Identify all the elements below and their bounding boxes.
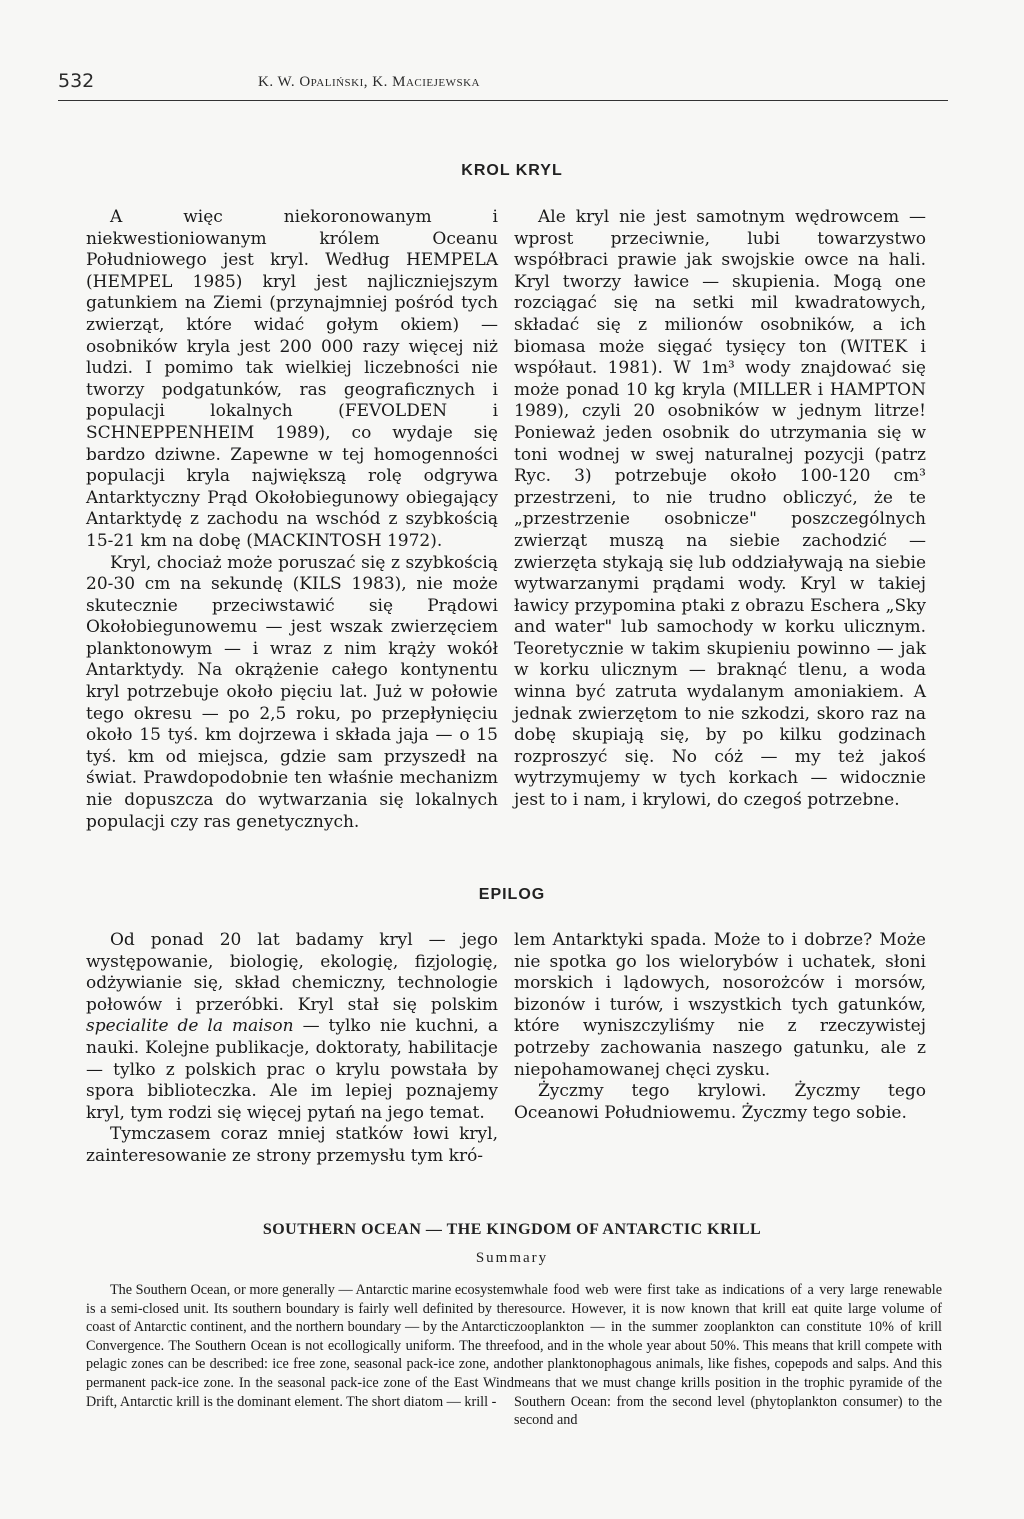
paragraph: Ale kryl nie jest samotnym wędrowcem — wprost przeciwnie, lubi towarzystwo współbraci prawie jak swojskie owce na hali. Kryl tworzy ławice — skupienia. Mogą one rozciągać się na setki mil kwadratowych, składać się z milionów osobników, a ich biomasa może sięgać tysięcy ton (WITEK i współaut. 1981). W 1m³ wody znajdować się może ponad 10 kg kryla (MILLER i HAMPTON 1989), czyli 20 osobników w jednym litrze! Ponieważ jeden osobnik do utrzymania się w toni wodnej w swej naturalnej pozycji (patrz Ryc. 3) potrzebuje około 100-120 cm³ przestrzeni, to nie trudno obliczyć, że te „przestrzenie osobnicze" poszczególnych zwierząt muszą na siebie zachodzić — zwierzęta stykają się lub oddziaływają na siebie wytwarzanymi prądami wody. Kryl w takiej ławicy przypomina ptaki z obrazu Eschera „Sky and water" lub samochody w korku ulicznym. Teoretycznie w takim skupieniu powinno — jak w korku ulicznym — braknąć tlenu, a woda winna być zatruta wydalanym amoniakiem. A jednak zwierzętom to nie szkodzi, skoro raz na dobę skupiają się, by po kilku godzinach rozproszyć się. No cóż — my też jakoś wytrzymujemy w tych korkach — widocznie jest to i nam, i krylowi, do czegoś potrzebne. <box>514 207 926 811</box>
summary-right-column <box>514 1281 942 1430</box>
paragraph: Tymczasem coraz mniej statków łowi kryl, zainteresowanie ze strony przemysłu tym kró- <box>86 1124 498 1166</box>
header-rule <box>58 100 948 101</box>
section1-right-column <box>514 207 926 812</box>
section-title-krol-kryl: KROL KRYL <box>461 162 563 179</box>
section2-right-column <box>514 930 926 1124</box>
paragraph: Życzmy tego krylowi. Życzmy tego Oceanowi Południowemu. Życzmy tego sobie. <box>514 1081 926 1123</box>
section-title-epilog: EPILOG <box>478 886 546 903</box>
paragraph: A więc niekoronowanym i niekwestioniowanym królem Oceanu Południowego jest kryl. Według HEMPELA (HEMPEL 1985) kryl jest najliczniejszym gatunkiem na Ziemi (przynajmniej pośród tych zwierząt, które widać gołym okiem) — osobników kryla jest 200 000 razy więcej niż ludzi. I pomimo tak wielkiej liczebności nie tworzy podgatunków, ras geograficznych i populacji lokalnych (FEVOLDEN i SCHNEPPENHEIM 1989), co wydaje się bardzo dziwne. Zapewne w tej homogenności populacji kryla największą rolę odgrywa Antarktyczny Prąd Okołobiegunowy obiegający Antarktydę z zachodu na wschód z szybkością 15-21 km na dobę (MACKINTOSH 1972). <box>86 207 498 551</box>
page-number: 532 <box>58 70 95 92</box>
section1-left-column <box>86 207 498 833</box>
summary-label: Summary <box>475 1250 549 1266</box>
section2-left-column <box>86 930 498 1168</box>
paragraph-text: — tylko nie kuchni, a nauki. Kolejne publikacje, doktoraty, habilitacje — tylko z polskich prac o krylu powstała by spora biblioteczka. Ale im lepiej poznajemy kryl, tym rodzi się więcej pytań na jego temat. <box>86 1016 498 1123</box>
italic-phrase: specialite de la maison <box>86 1016 294 1037</box>
paragraph-text: Od ponad 20 lat badamy kryl — jego występowanie, biologię, ekologię, fizjologię, odżywianie się, skład chemiczny, technologie połowów i przeróbki. Kryl stał się polskim <box>86 930 498 1015</box>
paragraph: whale food web were first take as indications of a very large renewable resource. However, it is now known that krill eat quite large volume of zooplankton — in the summer zooplankton can constitute 10% of krill food, and in the whole year about 50%. This means that krill compete with other planktonophagous animals, like fishes, copepods and salps. And this means that we must change krills position in the trophic pyramide of the Southern Ocean: from the second level (phytoplankton consumer) to the second and <box>514 1282 942 1429</box>
summary-title: SOUTHERN OCEAN — THE KINGDOM OF ANTARCTIC KRILL <box>262 1221 762 1238</box>
paragraph <box>86 930 498 1124</box>
paragraph: lem Antarktyki spada. Może to i dobrze? Może nie spotka go los wielorybów i uchatek, słoni morskich i lądowych, nosorożców i morsów, bizonów i turów, i wszystkich tych gatunków, które wyniszczyliśmy nie z rzeczywistej potrzeby zachowania naszego gatunku, ale z niepohamowanej chęci zysku. <box>514 930 926 1080</box>
paragraph: Kryl, chociaż może poruszać się z szybkością 20-30 cm na sekundę (KILS 1983), nie może skutecznie przeciwstawić się Prądowi Okołobiegunowemu — jest wszak zwierzęciem planktonowym — i wraz z nim krąży wokół Antarktydy. Na okrążenie całego kontynentu kryl potrzebuje około pięciu lat. Już w połowie tego okresu — po 2,5 roku, po przepłynięciu około 15 tyś. km dojrzewa i składa jaja — o 15 tyś. km od miejsca, gdzie sam przyszedł na świat. Prawdopodobnie ten właśnie mechanizm nie dopuszcza do wytwarzania się lokalnych populacji czy ras genetycznych. <box>86 552 498 832</box>
running-head: K. W. Opaliński, K. Maciejewska <box>258 74 480 90</box>
paragraph: The Southern Ocean, or more generally — Antarctic marine ecosystem is a semi-closed unit. Its southern boundary is fairly well definited by the coast of Antarctic continent, and the northern boundary — by the Antarctic Convergence. The Southern Ocean is not ecollogically uniform. The three pelagic zones can be described: ice free zone, seasonal pack-ice zone, and permanent pack-ice zone. In the seasonal pack-ice zone of the East Wind Drift, Antarctic krill is the dominant element. The short diatom — krill - <box>86 1282 514 1410</box>
summary-left-column <box>86 1281 514 1411</box>
